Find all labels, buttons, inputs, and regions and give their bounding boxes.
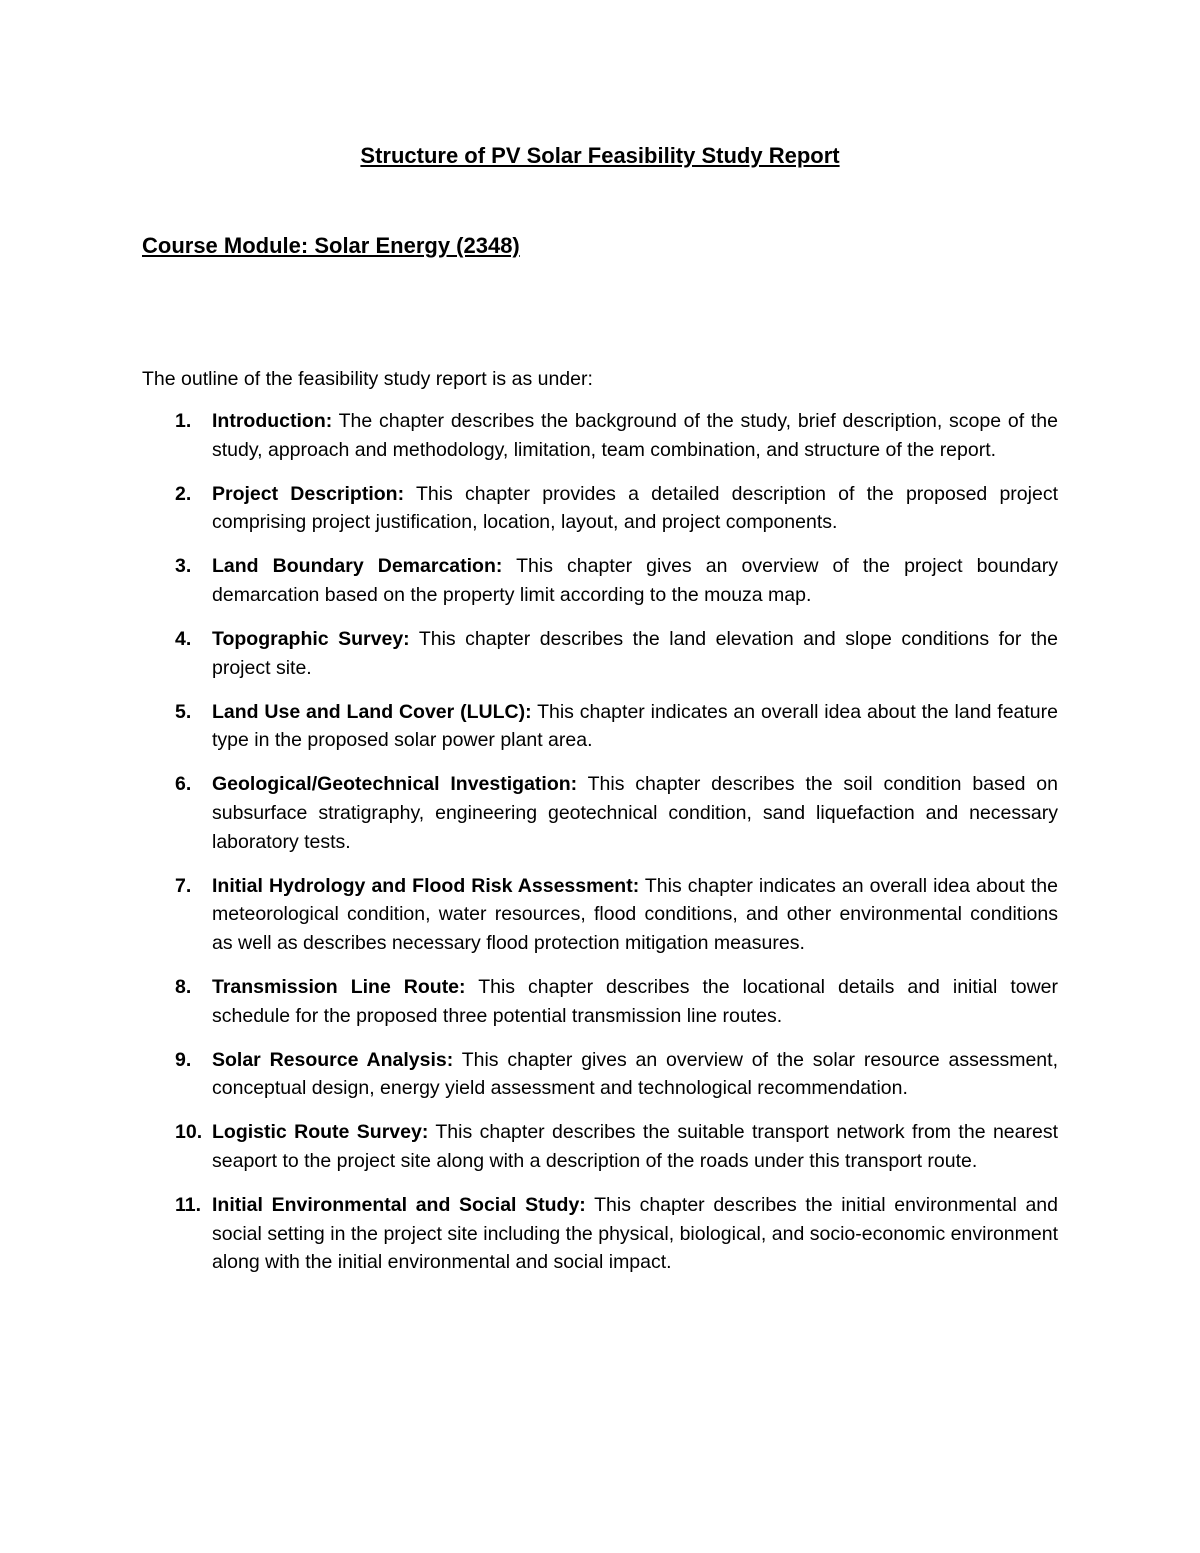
item-text: This chapter indicates an overall idea about the land feature type in the proposed solar power plant area. xyxy=(212,700,1058,752)
item-number: 4. xyxy=(175,628,192,651)
item-number: 6. xyxy=(175,773,192,796)
outline-list xyxy=(142,407,1058,1292)
item-heading: Initial Environmental and Social Study: xyxy=(212,1194,586,1217)
item-text: This chapter describes the suitable transport network from the nearest seaport to the project site along with a description of the roads under this transport route. xyxy=(212,1121,1058,1172)
outline-intro: The outline of the feasibility study report is as under: xyxy=(142,368,593,390)
item-heading: Transmission Line Route: xyxy=(212,976,466,998)
item-number: 2. xyxy=(175,482,192,505)
item-heading: Land Use and Land Cover (LULC): xyxy=(212,700,532,723)
item-text: This chapter describes the soil condition based on subsurface stratigraphy, engineering geotechnical condition, sand liquefaction and necessary laboratory tests. xyxy=(212,773,1058,853)
list-item xyxy=(142,625,1058,682)
item-number: 7. xyxy=(175,874,192,897)
list-item xyxy=(142,407,1058,464)
list-item xyxy=(142,973,1058,1030)
item-number: 8. xyxy=(175,976,192,998)
item-number: 1. xyxy=(175,410,192,432)
list-item xyxy=(142,552,1058,609)
item-number: 9. xyxy=(175,1048,192,1071)
item-text: This chapter gives an overview of the project boundary demarcation based on the property limit according to the mouza map. xyxy=(212,555,1058,606)
item-text: This chapter gives an overview of the solar resource assessment, conceptual design, energy yield assessment and technological recommendation. xyxy=(212,1048,1058,1100)
item-text: This chapter describes the initial environmental and social setting in the project site including the physical, biological, and socio-economic environment along with the initial environmental and social impact. xyxy=(212,1194,1058,1274)
item-heading: Topographic Survey: xyxy=(212,628,410,651)
item-heading: Introduction: xyxy=(212,410,333,432)
item-text: This chapter provides a detailed description of the proposed project comprising project justification, location, layout, and project components. xyxy=(212,482,1058,534)
item-heading: Geological/Geotechnical Investigation: xyxy=(212,773,578,796)
document-title: Structure of PV Solar Feasibility Study Report xyxy=(360,143,840,168)
item-heading: Land Boundary Demarcation: xyxy=(212,555,503,578)
list-item xyxy=(142,770,1058,856)
item-number: 3. xyxy=(175,555,192,578)
item-text: The chapter describes the background of the study, brief description, scope of the study, approach and methodology, limitation, team combination, and structure of the report. xyxy=(212,410,1058,461)
item-heading: Project Description: xyxy=(212,482,405,505)
item-heading: Initial Hydrology and Flood Risk Assessment: xyxy=(212,874,640,897)
list-item xyxy=(142,1191,1058,1277)
item-number: 10. xyxy=(175,1121,203,1144)
item-heading: Logistic Route Survey: xyxy=(212,1121,429,1144)
item-text: This chapter indicates an overall idea about the meteorological condition, water resources, flood conditions, and other environmental conditions as well as describes necessary flood protection mitigation measures. xyxy=(212,874,1058,954)
list-item xyxy=(142,480,1058,537)
list-item xyxy=(142,698,1058,755)
item-text: This chapter describes the land elevation and slope conditions for the project site. xyxy=(212,628,1058,679)
list-item xyxy=(142,1118,1058,1175)
item-text: This chapter describes the locational details and initial tower schedule for the proposed three potential transmission line routes. xyxy=(212,976,1058,1027)
list-item xyxy=(142,872,1058,958)
item-number: 11. xyxy=(175,1194,202,1217)
course-module-heading: Course Module: Solar Energy (2348) xyxy=(142,233,520,258)
item-number: 5. xyxy=(175,700,192,723)
list-item xyxy=(142,1046,1058,1103)
item-heading: Solar Resource Analysis: xyxy=(212,1048,454,1071)
